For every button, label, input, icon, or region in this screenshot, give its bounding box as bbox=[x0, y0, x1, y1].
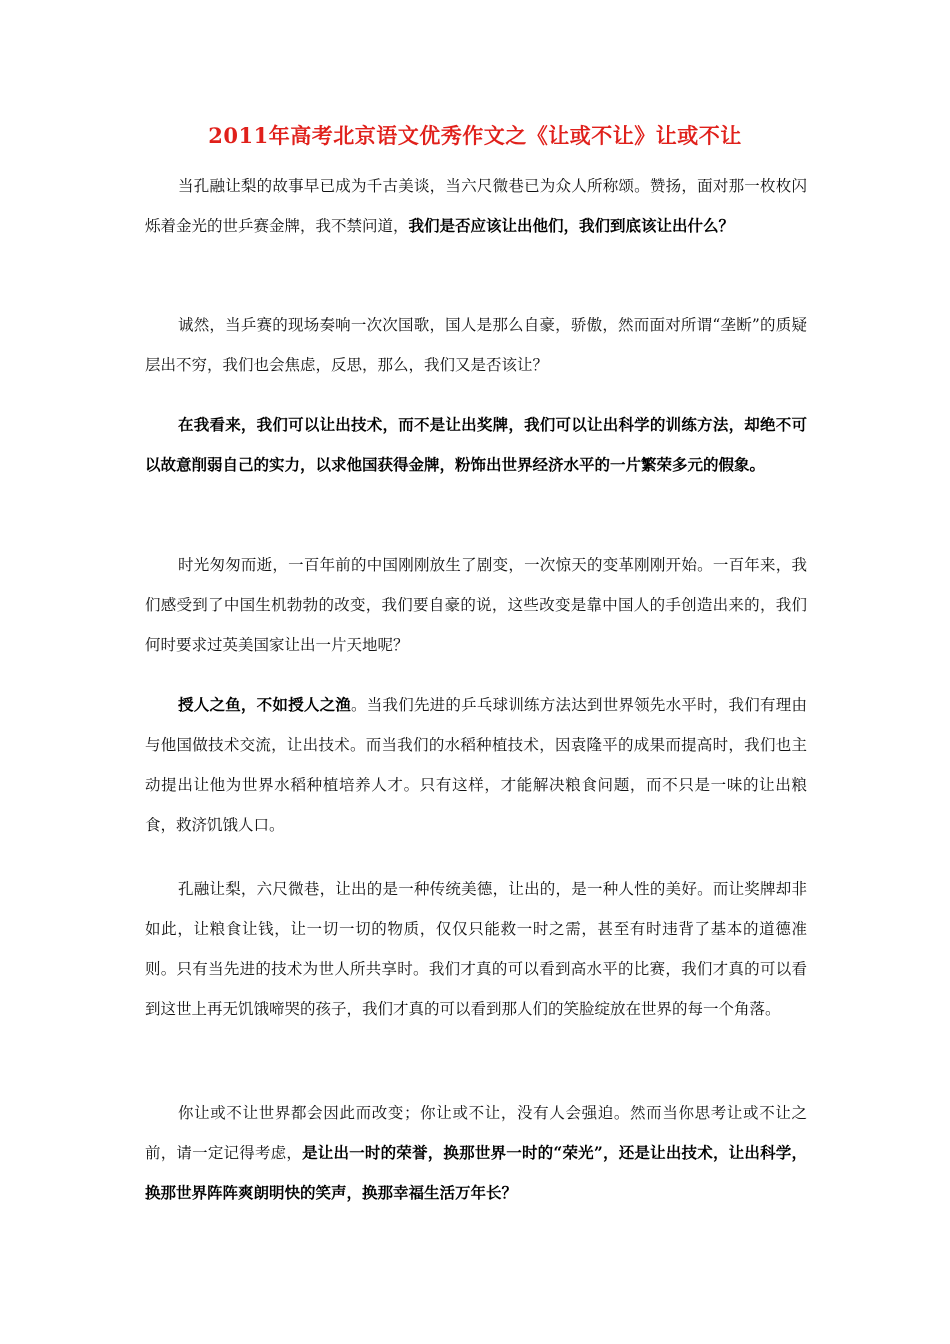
paragraph-1-text: 当孔融让梨的故事早已成为千古美谈，当六尺微巷已为众人所称颂。赞扬，面对那一枚枚闪烁着金光的世乒赛金牌，我不禁问道， bbox=[145, 177, 807, 235]
paragraph-5-bold-text: 授人之鱼，不如授人之渔 bbox=[178, 695, 352, 714]
paragraph-7 bbox=[145, 1093, 807, 1213]
paragraph-5 bbox=[145, 685, 807, 845]
paragraph-2-text: 诚然，当乒赛的现场奏响一次次国歌，国人是那么自豪，骄傲，然而面对所谓“垄断”的质疑层出不穷，我们也会焦虑，反思，那么，我们又是否该让？ bbox=[145, 316, 807, 374]
paragraph-6 bbox=[145, 869, 807, 1029]
paragraph-3-bold-text: 在我看来，我们可以让出技术，而不是让出奖牌，我们可以让出科学的训练方法，却绝不可以故意削弱自己的实力，以求他国获得金牌，粉饰出世界经济水平的一片繁荣多元的假象。 bbox=[145, 415, 807, 474]
paragraph-1-bold-text: 我们是否应该让出他们，我们到底该让出什么？ bbox=[408, 216, 735, 235]
paragraph-5-text: 。当我们先进的乒乓球训练方法达到世界领先水平时，我们有理由与他国做技术交流，让出技术。而当我们的水稻种植技术，因袁隆平的成果而提高时，我们也主动提出让他为世界水稻种植培养人才。只有这样，才能解决粮食问题，而不只是一味的让出粮食，救济饥饿人口。 bbox=[145, 696, 807, 834]
paragraph-1 bbox=[145, 166, 807, 246]
paragraph-4-text: 时光匆匆而逝，一百年前的中国刚刚放生了剧变，一次惊天的变革刚刚开始。一百年来，我们感受到了中国生机勃勃的改变，我们要自豪的说，这些改变是靠中国人的手创造出来的，我们何时要求过英美国家让出一片天地呢？ bbox=[145, 556, 807, 654]
paragraph-4 bbox=[145, 545, 807, 665]
paragraph-2 bbox=[145, 305, 807, 385]
paragraph-3 bbox=[145, 405, 807, 485]
paragraph-6-text: 孔融让梨，六尺微巷，让出的是一种传统美德，让出的，是一种人性的美好。而让奖牌却非如此，让粮食让钱，让一切一切的物质，仅仅只能救一时之需，甚至有时违背了基本的道德准则。只有当先进的技术为世人所共享时。我们才真的可以看到高水平的比赛，我们才真的可以看到这世上再无饥饿啼哭的孩子，我们才真的可以看到那人们的笑脸绽放在世界的每一个角落。 bbox=[145, 880, 807, 1018]
paragraph-7-text: 你让或不让世界都会因此而改变；你让或不让，没有人会强迫。然而当你思考让或不让之前，请一定记得考虑， bbox=[145, 1104, 807, 1162]
paragraph-7-bold-text: 是让出一时的荣誉，换那世界一时的“荣光”，还是让出技术，让出科学，换那世界阵阵爽朗明快的笑声，换那幸福生活万年长？ bbox=[145, 1143, 807, 1202]
document-title: 2011年高考北京语文优秀作文之《让或不让》让或不让 bbox=[208, 123, 742, 148]
